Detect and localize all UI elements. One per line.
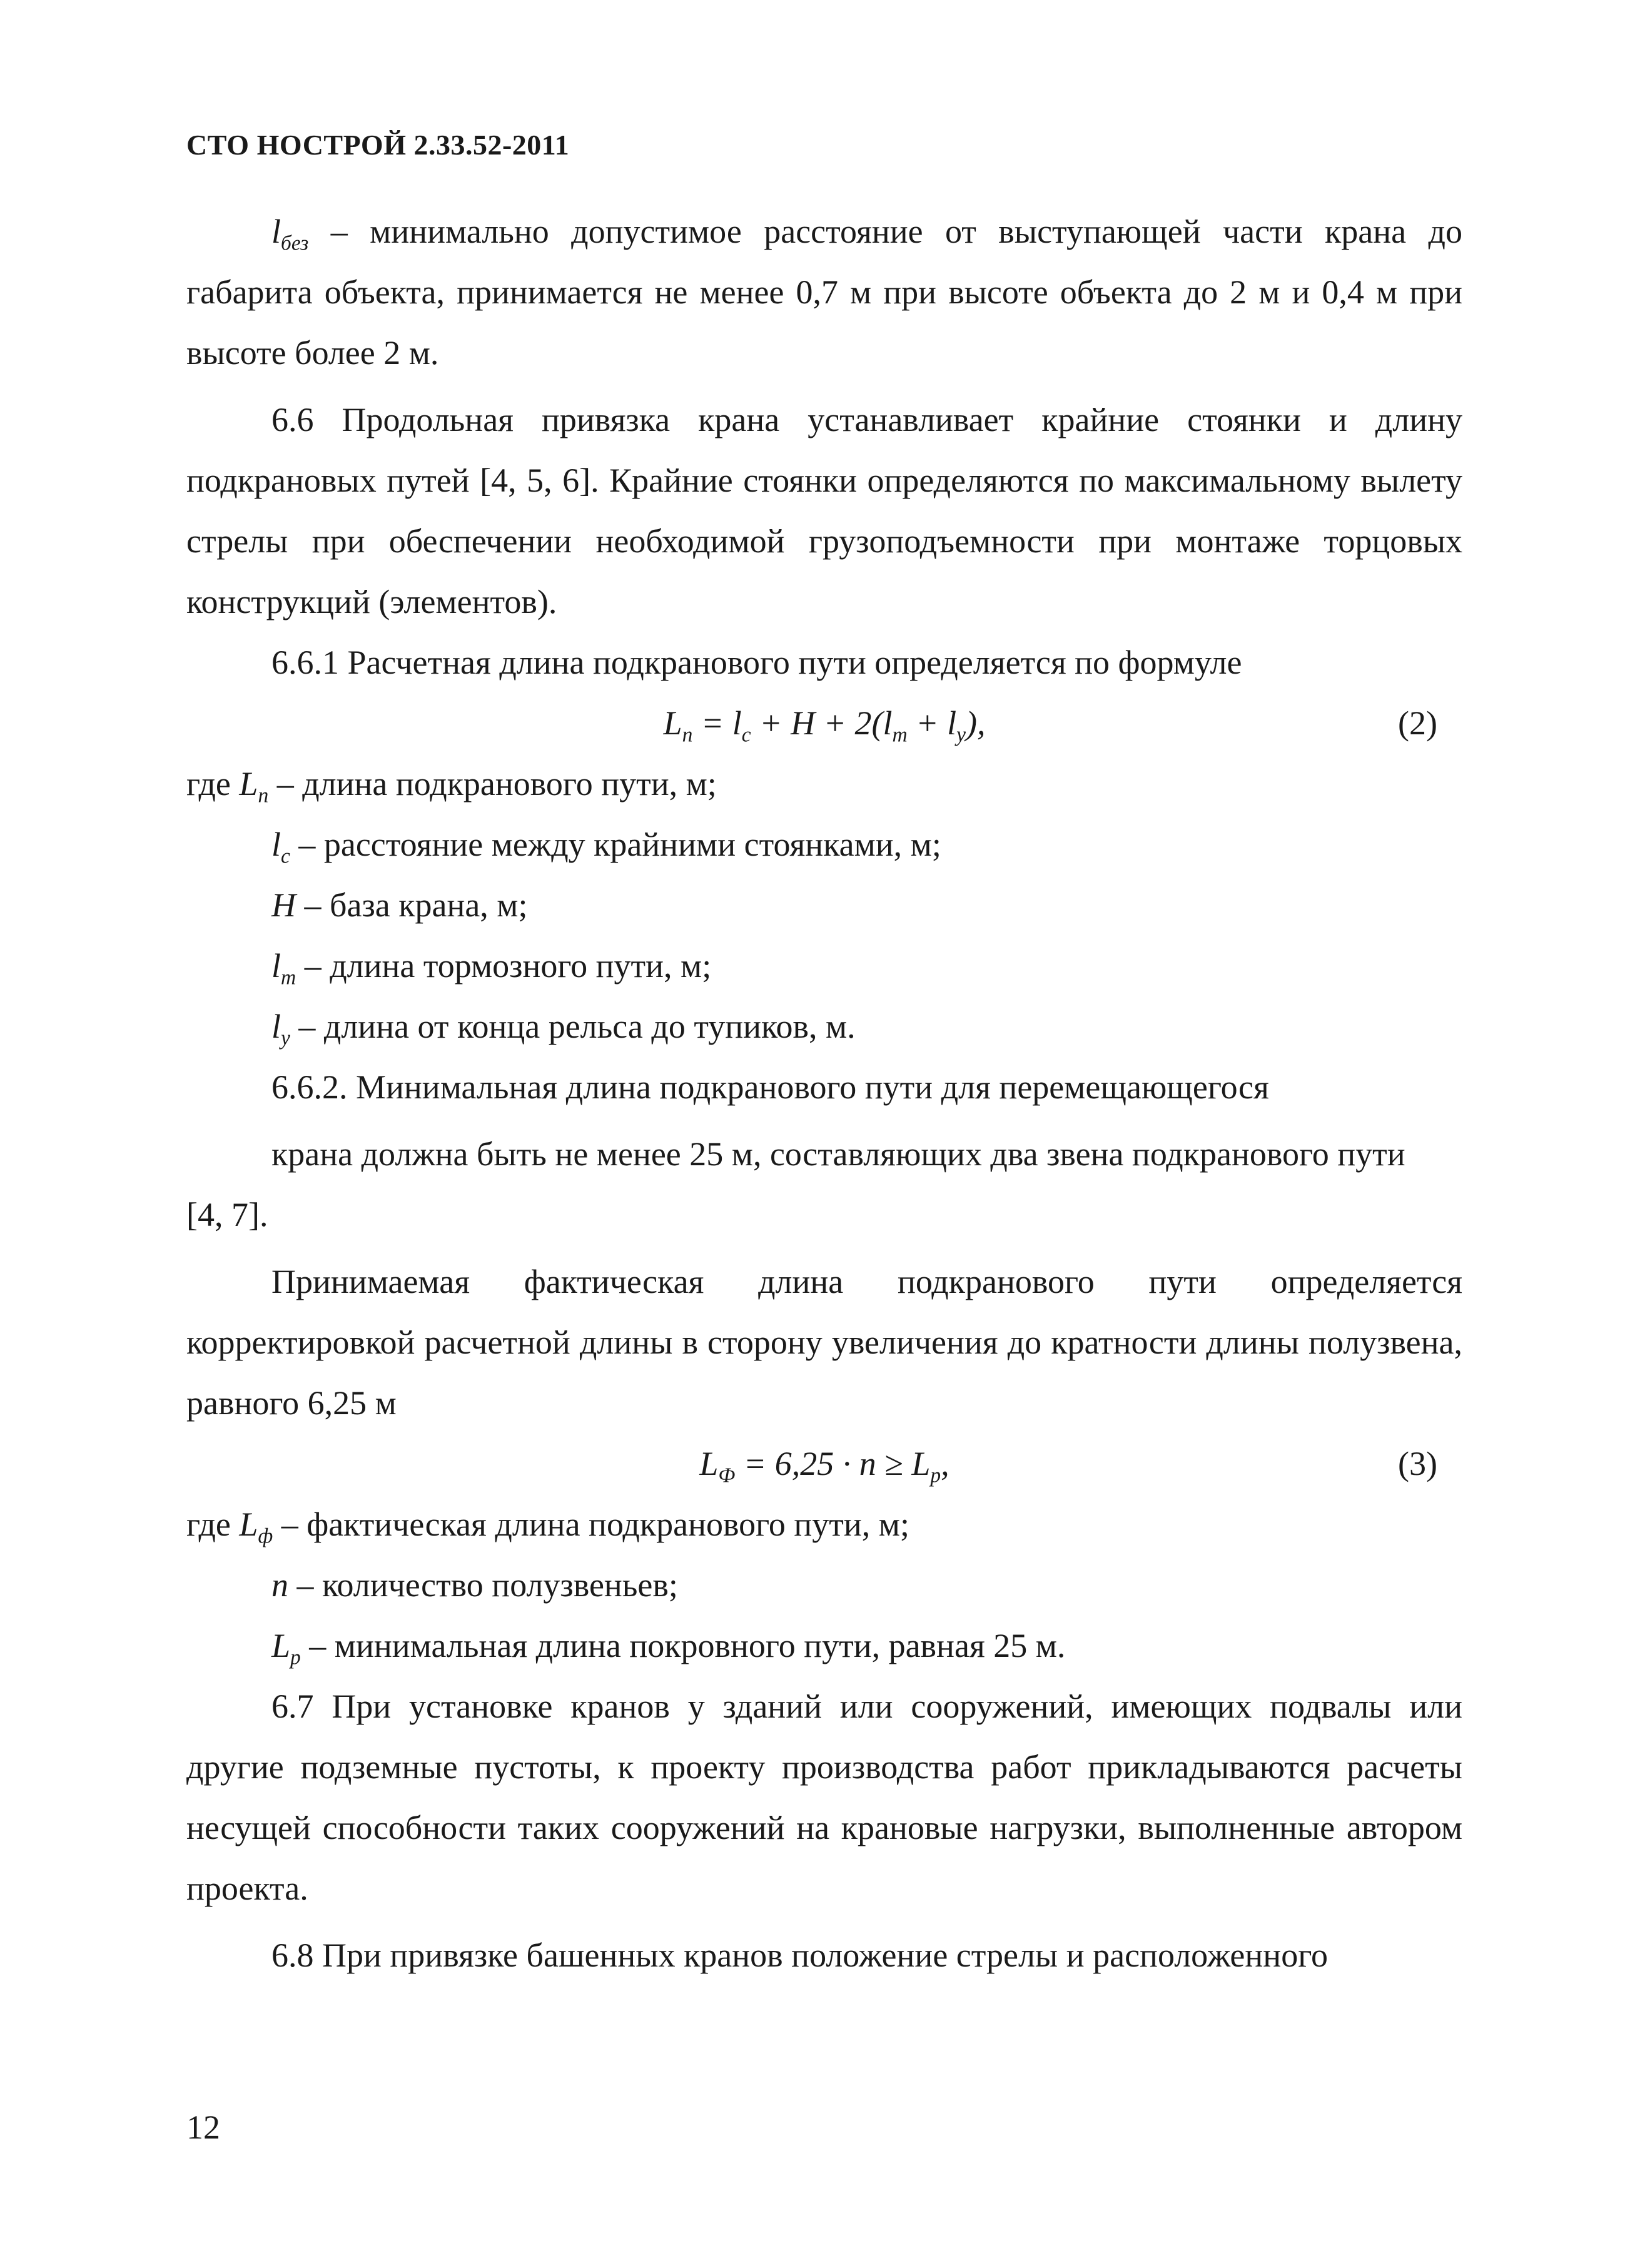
operator: ), bbox=[966, 704, 986, 742]
formula-3 bbox=[186, 1434, 1462, 1494]
definition-text: – длина тормозного пути, м; bbox=[296, 947, 712, 985]
symbol: L bbox=[271, 1627, 291, 1664]
definition-lt bbox=[186, 936, 1462, 996]
definition-n bbox=[186, 1555, 1462, 1616]
definition-text: – фактическая длина подкранового пути, м; bbox=[273, 1506, 909, 1543]
document-body bbox=[186, 201, 1462, 1986]
where-label: где bbox=[186, 765, 240, 802]
operator: + bbox=[907, 704, 948, 742]
formula-number: (2) bbox=[1398, 704, 1437, 742]
definition-Lf bbox=[186, 1494, 1462, 1555]
definition-text: – длина от конца рельса до тупиков, м. bbox=[290, 1008, 856, 1045]
subscript: с bbox=[281, 844, 290, 868]
symbol: l bbox=[732, 704, 742, 742]
paragraph-l-bez bbox=[186, 201, 1462, 383]
subscript: т bbox=[892, 723, 908, 747]
formula-expression bbox=[186, 1434, 1462, 1494]
paragraph-6-6-2-line2: крана должна быть не менее 25 м, составляющих два звена подкранового пути bbox=[271, 1135, 1405, 1173]
formula-2 bbox=[186, 693, 1462, 754]
definition-ly bbox=[186, 996, 1462, 1057]
operator: + H + 2( bbox=[751, 704, 883, 742]
symbol: n bbox=[271, 1566, 288, 1604]
operator: = 6,25 · n ≥ bbox=[735, 1445, 912, 1482]
definition-text: – база крана, м; bbox=[296, 886, 528, 924]
symbol: l bbox=[947, 704, 957, 742]
subscript: ф bbox=[258, 1524, 273, 1548]
definition-Lp bbox=[186, 1616, 1462, 1676]
symbol-l: l bbox=[271, 213, 281, 250]
paragraph-6-7: 6.7 При установке кранов у зданий или сооружений, имеющих подвалы или другие подземные пустоты, к проекту производства работ прикладываются расчеты несущей способности таких сооружений на крановые нагрузки, выполненные автором проекта. bbox=[186, 1688, 1462, 1907]
subscript: с bbox=[741, 723, 751, 747]
definition-Ln bbox=[186, 754, 1462, 814]
definition-lc bbox=[186, 814, 1462, 875]
definition-text: – расстояние между крайними стоянками, м; bbox=[290, 826, 941, 863]
operator: , bbox=[941, 1445, 949, 1482]
formula-number: (3) bbox=[1398, 1445, 1437, 1482]
subscript: у bbox=[956, 723, 966, 747]
operator: = bbox=[692, 704, 732, 742]
subscript: т bbox=[281, 966, 296, 990]
symbol: L bbox=[911, 1445, 931, 1482]
definition-text: – минимальная длина покровного пути, равная 25 м. bbox=[300, 1627, 1066, 1664]
paragraph-6-6: 6.6 Продольная привязка крана устанавливает крайние стоянки и длину подкрановых путей [4, 5, 6]. Крайние стоянки определяются по максимальному вылету стрелы при обеспечении необходимой грузоподъемности при монтаже торцовых конструкций (элементов). bbox=[186, 401, 1462, 620]
document-header: СТО НОСТРОЙ 2.33.52-2011 bbox=[186, 129, 570, 161]
subscript: р bbox=[290, 1646, 301, 1669]
subscript: без bbox=[281, 231, 309, 255]
paragraph-6-6-2-line3: [4, 7]. bbox=[186, 1196, 268, 1233]
subscript: у bbox=[281, 1026, 290, 1050]
symbol: l bbox=[271, 1008, 281, 1045]
symbol: L bbox=[239, 765, 258, 802]
definition-text: – количество полузвеньев; bbox=[288, 1566, 678, 1604]
formula-expression bbox=[186, 693, 1462, 754]
definition-text: – длина подкранового пути, м; bbox=[268, 765, 717, 802]
subscript: п bbox=[682, 723, 693, 747]
symbol: L bbox=[663, 704, 682, 742]
paragraph-6-6-2-line1: 6.6.2. Минимальная длина подкранового пути для перемещающегося bbox=[271, 1068, 1269, 1106]
symbol: L bbox=[239, 1506, 258, 1543]
symbol: l bbox=[271, 826, 281, 863]
symbol: l bbox=[883, 704, 893, 742]
paragraph-text: – минимально допустимое расстояние от выступающей части крана до габарита объекта, принимается не менее 0,7 м при высоте объекта до 2 м и 0,4 м при высоте более 2 м. bbox=[186, 213, 1462, 372]
subscript: р bbox=[930, 1464, 941, 1487]
where-label: где bbox=[186, 1506, 240, 1543]
paragraph-6-6-1: 6.6.1 Расчетная длина подкранового пути определяется по формуле bbox=[271, 644, 1242, 681]
paragraph-actual-length: Принимаемая фактическая длина подкранового пути определяется корректировкой расчетной длины в сторону увеличения до кратности длины полузвена, равного 6,25 м bbox=[186, 1263, 1462, 1422]
symbol: L bbox=[699, 1445, 719, 1482]
paragraph-6-8: 6.8 При привязке башенных кранов положение стрелы и расположенного bbox=[271, 1936, 1329, 1974]
definition-H bbox=[186, 875, 1462, 936]
symbol: H bbox=[271, 886, 296, 924]
symbol: l bbox=[271, 947, 281, 985]
page-number: 12 bbox=[186, 2109, 220, 2146]
subscript: п bbox=[258, 784, 269, 807]
subscript: Ф bbox=[718, 1464, 736, 1487]
